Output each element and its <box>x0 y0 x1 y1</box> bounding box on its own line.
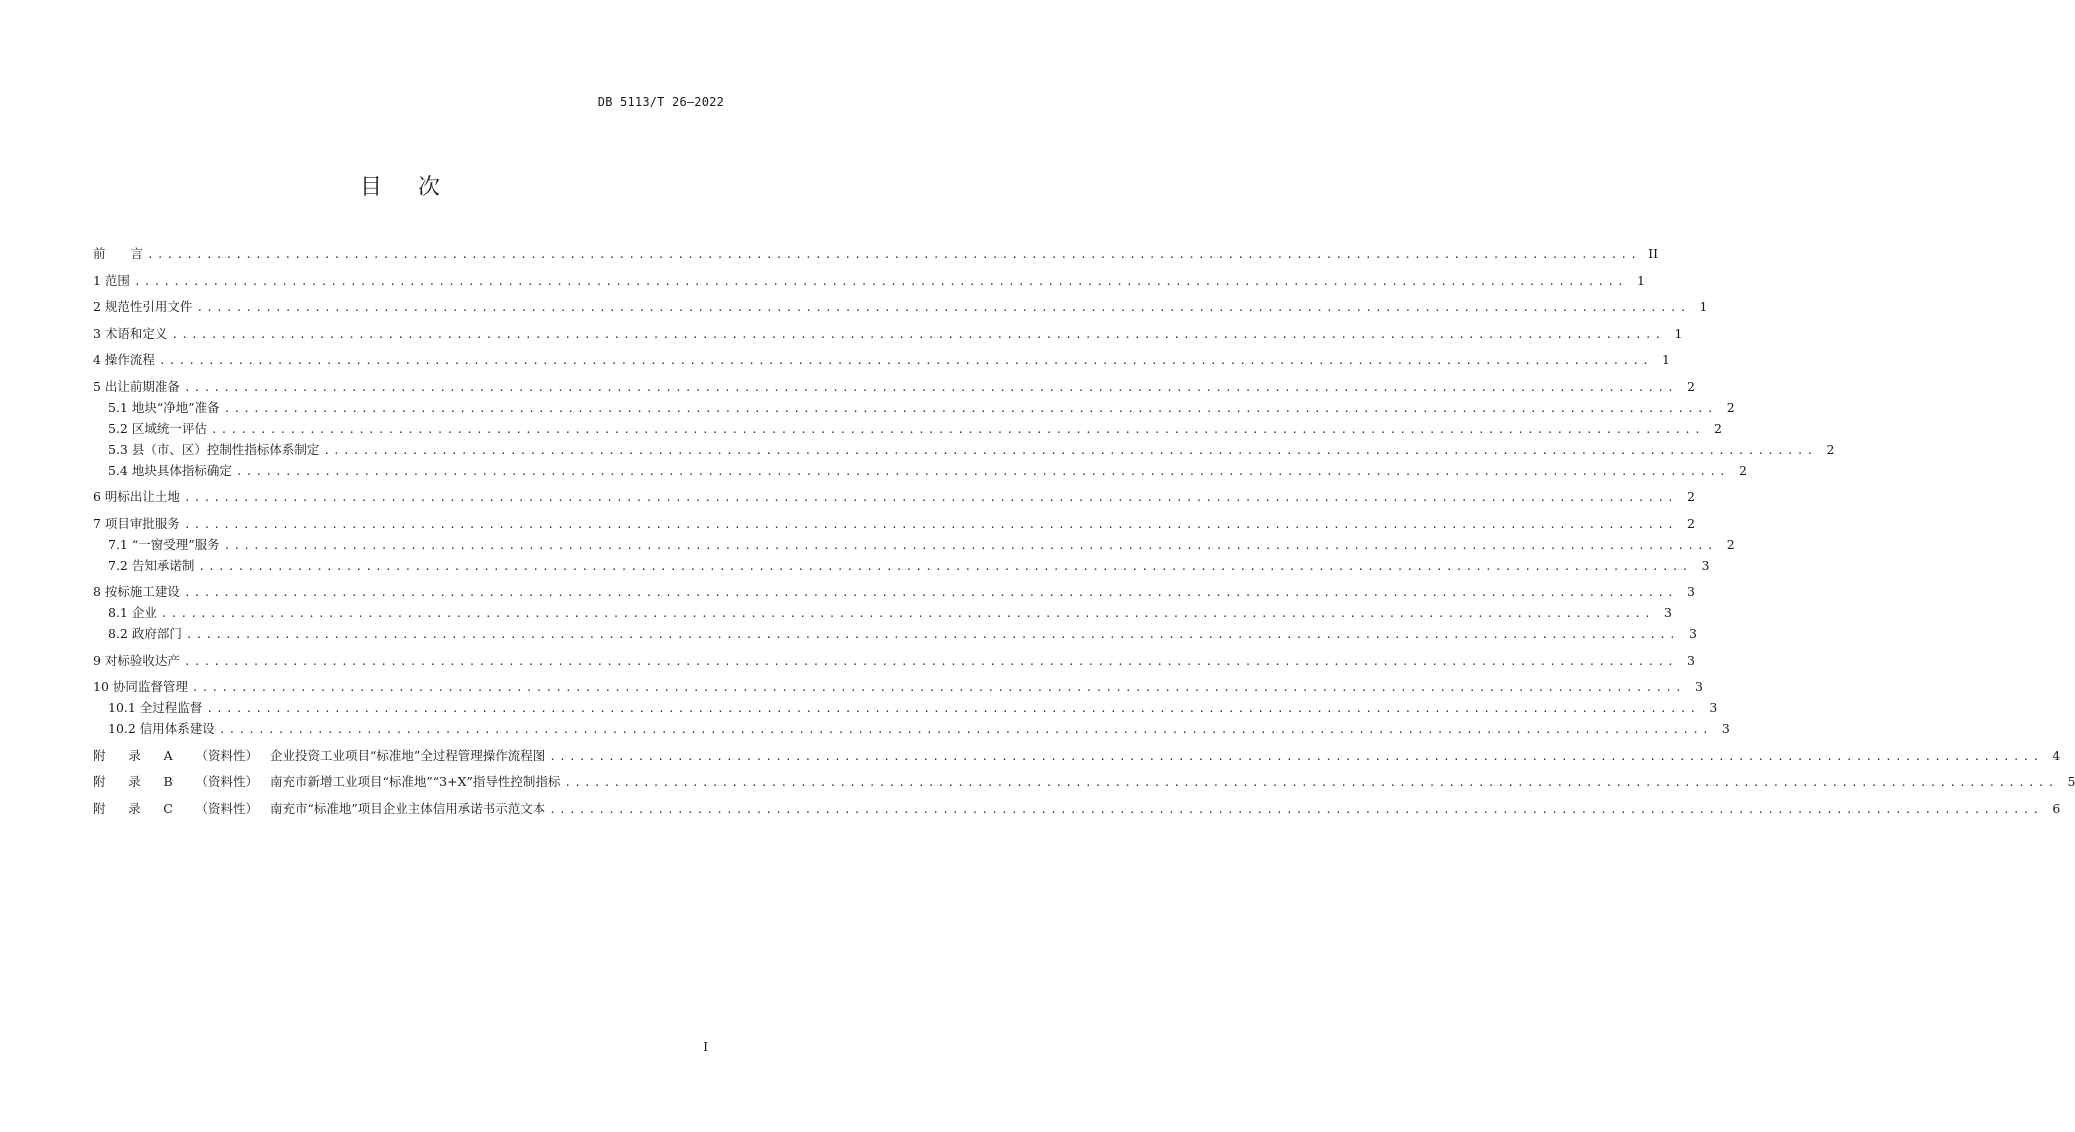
toc-entry-9[interactable] <box>93 650 1695 671</box>
toc-entry-1[interactable] <box>93 270 1645 291</box>
annex-tag <box>93 798 258 819</box>
toc-entry-10[interactable] <box>93 676 1703 697</box>
toc-leader: ........................................................................................................................................................ <box>549 749 2043 763</box>
annex-title: 南充市新增工业项目“标准地”“3+X”指导性控制指标 <box>270 774 561 789</box>
annex-prefix-2: 录 <box>128 747 141 763</box>
toc-entry-5-1[interactable] <box>93 397 1735 418</box>
toc-leader: ........................................................................................................................................................ <box>210 422 1704 436</box>
toc-leader: ........................................................................................................................................................ <box>158 354 1652 367</box>
toc-leader: ........................................................................................................................................................ <box>185 628 1679 641</box>
toc-entry-page: 1 <box>1699 299 1708 314</box>
toc-entry-page: 3 <box>1694 679 1703 694</box>
toc-entry-page: 2 <box>1826 441 1835 457</box>
toc-entry-label: 7.2 告知承诺制 <box>108 557 195 573</box>
toc-entry-label: 1 范围 <box>93 272 130 288</box>
toc-entry-4[interactable] <box>93 349 1670 370</box>
toc-leader: ........................................................................................................................................................ <box>183 491 1677 504</box>
toc-entry-page: 2 <box>1726 536 1735 552</box>
toc-leader: ........................................................................................................................................................ <box>323 443 1817 457</box>
toc-leader: ........................................................................................................................................................ <box>223 401 1717 415</box>
toc-entry-label: 5.4 地块具体指标确定 <box>108 462 232 478</box>
annex-letter: B <box>163 774 173 789</box>
annex-prefix-1: 附 <box>93 800 106 816</box>
toc-entry-2[interactable] <box>93 296 1708 317</box>
annex-letter: C <box>163 800 173 816</box>
toc-leader: ........................................................................................................................................................ <box>171 327 1665 341</box>
toc-entry-page: 3 <box>1663 605 1672 620</box>
toc-leader: ........................................................................................................................................................ <box>218 723 1712 736</box>
toc-leader: ........................................................................................................................................................ <box>235 464 1729 478</box>
toc-entry-10-2[interactable] <box>93 718 1730 739</box>
toc-entry-7[interactable] <box>93 513 1695 534</box>
toc-entry-label: 2 规范性引用文件 <box>93 299 193 314</box>
document-code: DB 5113/T 26—2022 <box>597 95 724 109</box>
table-of-contents <box>93 243 2075 819</box>
toc-entry-label: 前 言 <box>93 246 144 261</box>
annex-prefix-1: 附 <box>93 747 106 763</box>
toc-entry-page: 2 <box>1738 462 1747 478</box>
toc-leader: ........................................................................................................................................................ <box>196 301 1690 314</box>
toc-entry-label: 10 协同监督管理 <box>93 679 188 694</box>
toc-leader: ........................................................................................................................................................ <box>160 607 1654 620</box>
toc-annex-a[interactable] <box>93 745 2061 766</box>
toc-leader: ........................................................................................................................................................ <box>183 654 1677 668</box>
toc-entry-label: 5 出让前期准备 <box>93 378 180 394</box>
toc-entry-page: 1 <box>1637 272 1645 288</box>
toc-leader: ........................................................................................................................................................ <box>198 559 1692 573</box>
page-title <box>0 170 800 201</box>
toc-entry-page: 3 <box>1688 626 1697 641</box>
toc-entry-8[interactable] <box>93 581 1695 602</box>
toc-leader: ........................................................................................................................................................ <box>206 702 1700 715</box>
toc-entry-label: 9 对标验收达产 <box>93 652 180 668</box>
toc-entry-page: 2 <box>1687 378 1695 394</box>
toc-entry-6[interactable] <box>93 486 1695 507</box>
toc-entry-label: 8.1 企业 <box>108 605 157 620</box>
toc-entry-page: 3 <box>1687 584 1695 599</box>
toc-entry-page: 6 <box>2052 800 2061 816</box>
toc-entry-label: 4 操作流程 <box>93 352 155 367</box>
toc-entry-label: 7.1 “一窗受理”服务 <box>108 536 220 552</box>
toc-leader: ........................................................................................................................................................ <box>223 538 1717 552</box>
toc-entry-label: 10.1 全过程监督 <box>108 700 203 715</box>
toc-leader: ........................................................................................................................................................ <box>549 802 2043 816</box>
toc-leader: ........................................................................................................................................................ <box>191 681 1685 694</box>
toc-entry-5-3[interactable] <box>93 439 1835 460</box>
toc-entry-label: 8.2 政府部门 <box>108 626 182 641</box>
toc-entry-7-1[interactable] <box>93 534 1735 555</box>
toc-entry-page: 3 <box>1709 700 1718 715</box>
toc-entry-page: 1 <box>1662 352 1670 367</box>
toc-entry-page: 3 <box>1721 721 1730 736</box>
toc-entry-page: 2 <box>1726 399 1735 415</box>
toc-entry-label: 10.2 信用体系建设 <box>108 721 215 736</box>
annex-title: 南充市“标准地”项目企业主体信用承诺书示范文本 <box>270 800 546 816</box>
toc-entry-label: 5.2 区域统一评估 <box>108 420 207 436</box>
toc-entry-page: 2 <box>1687 515 1695 531</box>
toc-entry-page: 1 <box>1674 325 1683 341</box>
title-char-2: 次 <box>418 175 441 200</box>
toc-annex-c[interactable] <box>93 798 2061 819</box>
toc-entry-3[interactable] <box>93 323 1683 344</box>
toc-entry-page: 4 <box>2052 747 2061 763</box>
toc-entry-label: 5.1 地块“净地”准备 <box>108 399 220 415</box>
annex-tag <box>93 745 258 766</box>
toc-entry-7-2[interactable] <box>93 555 1710 576</box>
toc-entry-label: 7 项目审批服务 <box>93 515 180 531</box>
annex-nature: （资料性） <box>195 800 258 816</box>
toc-entry-page: 2 <box>1687 489 1695 504</box>
toc-entry-5-2[interactable] <box>93 418 1722 439</box>
toc-entry-label: 3 术语和定义 <box>93 325 168 341</box>
toc-entry-10-1[interactable] <box>93 697 1718 718</box>
page-number: I <box>703 1040 708 1054</box>
toc-leader: ........................................................................................................................................................ <box>564 776 2058 789</box>
annex-prefix-1: 附 <box>93 774 106 789</box>
toc-leader: ........................................................................................................................................................ <box>147 248 1641 261</box>
title-char-1: 目 <box>359 175 382 200</box>
toc-entry-8-1[interactable] <box>93 602 1672 623</box>
toc-leader: ........................................................................................................................................................ <box>183 380 1677 394</box>
annex-prefix-2: 录 <box>128 774 141 789</box>
toc-entry-foreword[interactable] <box>93 243 1659 264</box>
annex-prefix-2: 录 <box>128 800 141 816</box>
toc-entry-5[interactable] <box>93 376 1695 397</box>
annex-nature: （资料性） <box>195 774 258 789</box>
annex-title: 企业投资工业项目“标准地”全过程管理操作流程图 <box>270 747 546 763</box>
toc-annex-b[interactable] <box>93 771 2075 792</box>
toc-leader: ........................................................................................................................................................ <box>133 274 1627 288</box>
annex-nature: （资料性） <box>195 747 258 763</box>
toc-entry-label: 8 按标施工建设 <box>93 584 180 599</box>
toc-leader: ........................................................................................................................................................ <box>183 586 1677 599</box>
toc-entry-page: 3 <box>1687 652 1695 668</box>
toc-entry-8-2[interactable] <box>93 623 1697 644</box>
toc-entry-page: 3 <box>1701 557 1710 573</box>
toc-entry-5-4[interactable] <box>93 460 1747 481</box>
toc-entry-page: II <box>1648 246 1659 261</box>
toc-entry-page: 2 <box>1713 420 1722 436</box>
toc-leader: ........................................................................................................................................................ <box>183 517 1677 531</box>
annex-tag <box>93 771 258 792</box>
toc-entry-label: 6 明标出让土地 <box>93 489 180 504</box>
annex-letter: A <box>163 747 173 763</box>
toc-entry-label: 5.3 县（市、区）控制性指标体系制定 <box>108 441 320 457</box>
toc-entry-page: 5 <box>2067 774 2075 789</box>
